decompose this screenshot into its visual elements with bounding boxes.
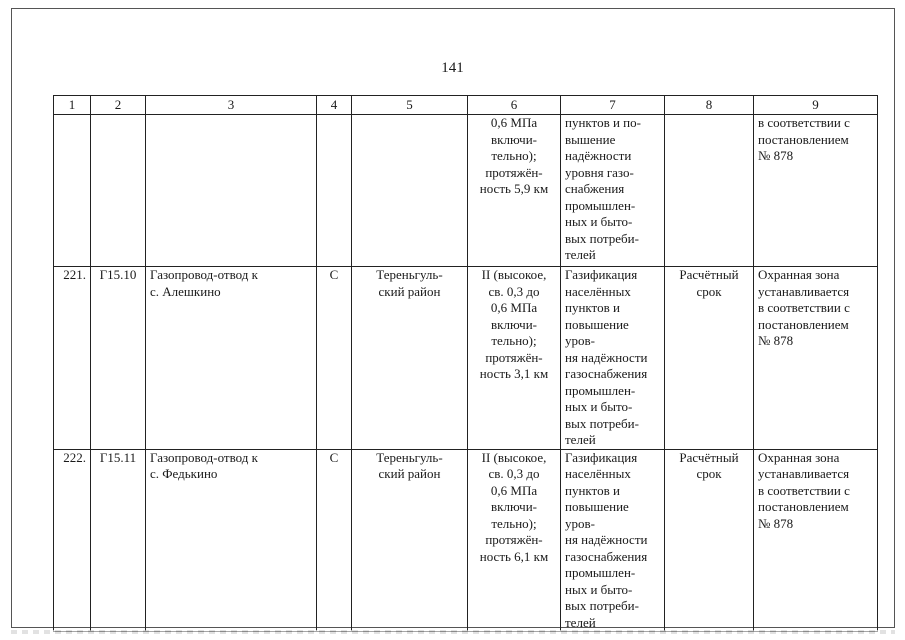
cell-line: ных и быто- xyxy=(565,399,633,414)
cell-object-name xyxy=(146,115,317,267)
cell-line: повышение уров- xyxy=(565,499,629,531)
cell-number: 222. xyxy=(54,449,91,632)
cell-line: 0,6 МПа xyxy=(490,115,538,130)
cell-line: телей xyxy=(565,247,596,262)
cell-line: ня надёжности xyxy=(565,532,648,547)
cell-line: повышение уров- xyxy=(565,316,629,348)
cell-line: ность 5,9 км xyxy=(479,181,549,196)
cell-status xyxy=(317,115,352,267)
cell-line: протяжён- xyxy=(485,349,543,365)
cell-line: ский район xyxy=(378,466,441,481)
cell-purpose xyxy=(561,449,665,632)
table-row xyxy=(54,267,878,450)
cell-line: вых потреби- xyxy=(565,230,639,246)
cell-purpose xyxy=(561,115,665,267)
cell-district xyxy=(352,449,468,632)
column-header: 3 xyxy=(146,96,317,115)
cell-parameters xyxy=(468,115,561,267)
column-header: 1 xyxy=(54,96,91,115)
cell-line: ность 6,1 км xyxy=(479,548,549,564)
cell-line: надёжности xyxy=(565,148,632,163)
cell-line: ных и быто- xyxy=(565,214,633,229)
cell-line: пунктов и по- xyxy=(565,115,641,130)
column-header: 5 xyxy=(352,96,468,115)
cell-line: устанавливается xyxy=(758,466,850,481)
cell-purpose xyxy=(561,267,665,450)
cell-term xyxy=(665,267,754,450)
cell-line: включи- xyxy=(491,316,537,332)
cell-status: С xyxy=(317,267,352,450)
cell-code: Г15.10 xyxy=(91,267,146,450)
cell-line: вых потреби- xyxy=(565,415,639,431)
column-header: 8 xyxy=(665,96,754,115)
cell-term xyxy=(665,115,754,267)
cell-line: в соответствии с xyxy=(758,115,850,130)
cell-line: населённых xyxy=(565,466,631,481)
cell-line: Охранная зона xyxy=(758,449,840,465)
cell-line: Тереньгуль- xyxy=(376,267,443,282)
cell-line: св. 0,3 до xyxy=(488,466,540,481)
cell-line: пунктов и xyxy=(565,482,620,498)
cell-line: газоснабжения xyxy=(565,366,648,381)
cell-line: промышлен- xyxy=(565,382,636,398)
cell-status: С xyxy=(317,449,352,632)
cell-line: 0,6 МПа xyxy=(490,482,538,498)
cell-line: Тереньгуль- xyxy=(376,449,443,465)
cell-line: населённых xyxy=(565,283,631,299)
cell-object-name xyxy=(146,449,317,632)
table-row xyxy=(54,115,878,267)
cell-line: протяжён- xyxy=(485,532,543,547)
cell-line: Газификация xyxy=(565,267,638,282)
gas-pipeline-table xyxy=(53,95,878,632)
cell-line: ня надёжности xyxy=(565,349,648,365)
table-body xyxy=(54,115,878,632)
cell-line: вых потреби- xyxy=(565,598,639,613)
cell-line: св. 0,3 до xyxy=(488,283,540,299)
scan-artifact-strip xyxy=(11,630,895,634)
cell-line: Расчётный xyxy=(679,267,739,282)
cell-line: промышлен- xyxy=(565,197,636,213)
cell-line: 0,6 МПа xyxy=(490,300,538,315)
cell-line: устанавливается xyxy=(758,283,850,299)
cell-line: постановлением xyxy=(758,316,849,332)
column-header: 2 xyxy=(91,96,146,115)
cell-district xyxy=(352,267,468,450)
cell-code: Г15.11 xyxy=(91,449,146,632)
cell-line: срок xyxy=(696,283,722,299)
cell-line: тельно); xyxy=(491,148,537,163)
cell-line: телей xyxy=(565,614,596,630)
cell-zone xyxy=(754,267,878,450)
cell-line: Газификация xyxy=(565,449,638,465)
cell-line: в соответствии с xyxy=(758,300,850,315)
cell-line: II (высокое, xyxy=(481,449,547,465)
cell-line: промышлен- xyxy=(565,565,636,580)
cell-line: № 878 xyxy=(758,148,794,163)
cell-line: тельно); xyxy=(491,515,537,531)
cell-line: ский район xyxy=(378,283,441,299)
cell-line: Расчётный xyxy=(679,449,739,465)
cell-line: снабжения xyxy=(565,181,625,196)
cell-number: 221. xyxy=(54,267,91,450)
column-header: 9 xyxy=(754,96,878,115)
cell-zone xyxy=(754,449,878,632)
cell-line: вышение xyxy=(565,131,616,147)
cell-line: Газопровод-отвод к xyxy=(150,449,258,465)
cell-line: постановлением xyxy=(758,499,849,514)
cell-code xyxy=(91,115,146,267)
cell-line: включи- xyxy=(491,131,537,147)
cell-line: постановлением xyxy=(758,131,849,147)
cell-number xyxy=(54,115,91,267)
cell-object-name xyxy=(146,267,317,450)
cell-line: ность 3,1 км xyxy=(479,366,549,381)
cell-line: тельно); xyxy=(491,333,537,348)
cell-line: № 878 xyxy=(758,515,794,531)
cell-line: с. Федькино xyxy=(150,466,218,481)
column-header: 7 xyxy=(561,96,665,115)
cell-line: ных и быто- xyxy=(565,581,633,597)
cell-term xyxy=(665,449,754,632)
cell-line: с. Алешкино xyxy=(150,283,221,299)
cell-zone xyxy=(754,115,878,267)
page-number: 141 xyxy=(441,60,464,76)
cell-line: № 878 xyxy=(758,333,794,348)
cell-line: включи- xyxy=(491,499,537,514)
cell-line: телей xyxy=(565,432,596,447)
cell-parameters xyxy=(468,449,561,632)
cell-district xyxy=(352,115,468,267)
cell-line: пунктов и xyxy=(565,300,620,315)
column-header: 6 xyxy=(468,96,561,115)
cell-line: срок xyxy=(696,466,722,481)
cell-line: Охранная зона xyxy=(758,267,840,282)
cell-line: в соответствии с xyxy=(758,482,850,498)
cell-parameters xyxy=(468,267,561,450)
cell-line: Газопровод-отвод к xyxy=(150,267,258,282)
cell-line: II (высокое, xyxy=(481,267,547,282)
cell-line: газоснабжения xyxy=(565,548,648,564)
cell-line: уровня газо- xyxy=(565,164,634,180)
cell-line: протяжён- xyxy=(485,164,543,180)
column-header: 4 xyxy=(317,96,352,115)
table-header-row xyxy=(54,96,878,115)
table-row xyxy=(54,449,878,632)
